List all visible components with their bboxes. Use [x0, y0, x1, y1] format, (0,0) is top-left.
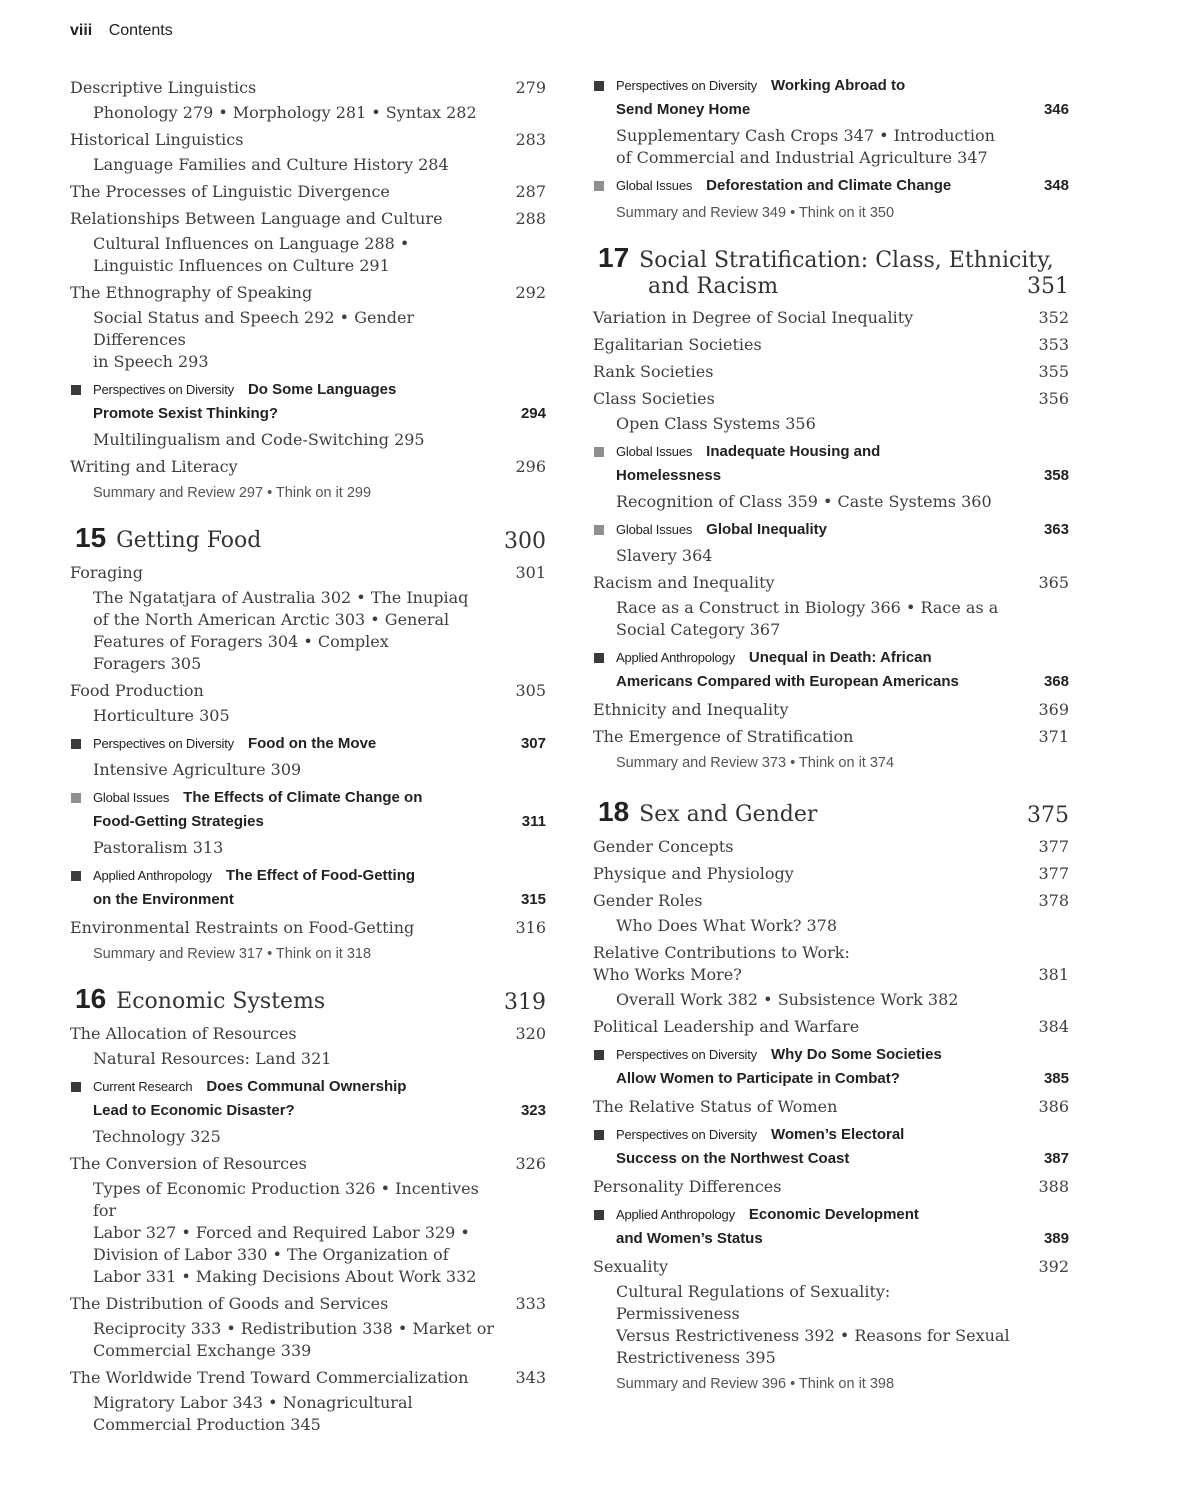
chapter-heading[interactable]: 15 Getting Food 300: [75, 522, 546, 554]
toc-right-column: [593, 72, 1069, 1395]
toc-subentries: Supplementary Cash Crops 347 • Introduction of Commercial and Industrial Agriculture 347: [616, 126, 995, 167]
dark-square-bullet-icon: [594, 1130, 604, 1140]
toc-entry[interactable]: The Conversion of Resources 326: [70, 1154, 546, 1173]
summary-review-line: Summary and Review 297 • Think on it 299: [93, 485, 372, 501]
feature-box-entry[interactable]: Perspectives on Diversity Do Some Languages Promote Sexist Thinking? 294: [70, 378, 546, 426]
page-number: viii: [70, 22, 93, 39]
running-head: [70, 22, 173, 40]
summary-review-line: Summary and Review 396 • Think on it 398: [616, 1376, 895, 1392]
dark-square-bullet-icon: [71, 385, 81, 395]
toc-left-column: [70, 72, 546, 1436]
gray-square-bullet-icon: [594, 525, 604, 535]
toc-entry[interactable]: Historical Linguistics 283: [70, 130, 546, 149]
feature-box-entry[interactable]: Perspectives on Diversity Working Abroad to Send Money Home 346: [593, 74, 1069, 122]
feature-box-entry[interactable]: Applied Anthropology Unequal in Death: African Americans Compared with European Americans 368: [593, 646, 1069, 694]
toc-subentries: Multilingualism and Code-Switching 295: [93, 430, 425, 449]
toc-entry[interactable]: Relative Contributions to Work: Who Works More? 381: [593, 943, 1069, 984]
toc-entry[interactable]: Racism and Inequality 365: [593, 573, 1069, 592]
dark-square-bullet-icon: [71, 1082, 81, 1092]
toc-entry[interactable]: Rank Societies 355: [593, 362, 1069, 381]
feature-box-entry[interactable]: Applied Anthropology Economic Development and Women’s Status 389: [593, 1203, 1069, 1251]
gray-square-bullet-icon: [594, 447, 604, 457]
feature-box-entry[interactable]: Global Issues Deforestation and Climate Change 348: [593, 174, 1069, 198]
toc-entry[interactable]: Political Leadership and Warfare 384: [593, 1017, 1069, 1036]
toc-entry[interactable]: Foraging 301: [70, 563, 546, 582]
toc-subentries: Language Families and Culture History 284: [93, 155, 449, 174]
toc-subentries: Overall Work 382 • Subsistence Work 382: [616, 990, 959, 1009]
feature-box-entry[interactable]: Perspectives on Diversity Food on the Move 307: [70, 732, 546, 756]
toc-entry[interactable]: The Relative Status of Women 386: [593, 1097, 1069, 1116]
summary-review-line: Summary and Review 317 • Think on it 318: [93, 946, 372, 962]
toc-entry[interactable]: Descriptive Linguistics 279: [70, 78, 546, 97]
feature-box-entry[interactable]: Applied Anthropology The Effect of Food-Getting on the Environment 315: [70, 864, 546, 912]
toc-entry[interactable]: The Allocation of Resources 320: [70, 1024, 546, 1043]
toc-entry[interactable]: The Worldwide Trend Toward Commercialization 343: [70, 1368, 546, 1387]
dark-square-bullet-icon: [594, 1050, 604, 1060]
feature-box-entry[interactable]: Perspectives on Diversity Women’s Electoral Success on the Northwest Coast 387: [593, 1123, 1069, 1171]
toc-entry[interactable]: Gender Roles 378: [593, 891, 1069, 910]
gray-square-bullet-icon: [594, 181, 604, 191]
dark-square-bullet-icon: [594, 653, 604, 663]
toc-entry[interactable]: Class Societies 356: [593, 389, 1069, 408]
toc-subentries: Who Does What Work? 378: [616, 916, 838, 935]
toc-subentries: Pastoralism 313: [93, 838, 224, 857]
toc-entry[interactable]: The Ethnography of Speaking 292: [70, 283, 546, 302]
toc-entry[interactable]: Egalitarian Societies 353: [593, 335, 1069, 354]
gray-square-bullet-icon: [71, 793, 81, 803]
chapter-heading[interactable]: 16 Economic Systems 319: [75, 983, 546, 1015]
chapter-heading[interactable]: 17 Social Stratification: Class, Ethnicity, and Racism 351: [598, 242, 1069, 299]
feature-box-entry[interactable]: Global Issues The Effects of Climate Change on Food-Getting Strategies 311: [70, 786, 546, 834]
dark-square-bullet-icon: [594, 81, 604, 91]
toc-entry[interactable]: Ethnicity and Inequality 369: [593, 700, 1069, 719]
toc-entry[interactable]: Relationships Between Language and Culture 288: [70, 209, 546, 228]
toc-subentries: Migratory Labor 343 • Nonagricultural Commercial Production 345: [93, 1393, 413, 1434]
toc-entry[interactable]: The Emergence of Stratification 371: [593, 727, 1069, 746]
feature-box-entry[interactable]: Global Issues Global Inequality 363: [593, 518, 1069, 542]
toc-subentries: Cultural Influences on Language 288 • Linguistic Influences on Culture 291: [93, 234, 410, 275]
toc-entry[interactable]: Physique and Physiology 377: [593, 864, 1069, 883]
feature-box-entry[interactable]: Global Issues Inadequate Housing and Homelessness 358: [593, 440, 1069, 488]
toc-subentries: Reciprocity 333 • Redistribution 338 • Market or Commercial Exchange 339: [93, 1319, 494, 1360]
toc-subentries: Cultural Regulations of Sexuality: Permissiveness Versus Restrictiveness 392 • Reasons for Sexual Restrictiveness 395: [616, 1282, 1010, 1367]
toc-entry[interactable]: Variation in Degree of Social Inequality 352: [593, 308, 1069, 327]
toc-entry[interactable]: Sexuality 392: [593, 1257, 1069, 1276]
toc-entry[interactable]: Writing and Literacy 296: [70, 457, 546, 476]
toc-subentries: Natural Resources: Land 321: [93, 1049, 332, 1068]
toc-entry[interactable]: The Processes of Linguistic Divergence 287: [70, 182, 546, 201]
toc-entry[interactable]: Environmental Restraints on Food-Getting 316: [70, 918, 546, 937]
chapter-heading[interactable]: 18 Sex and Gender 375: [598, 796, 1069, 828]
toc-subentries: Phonology 279 • Morphology 281 • Syntax 282: [93, 103, 477, 122]
toc-entry[interactable]: The Distribution of Goods and Services 333: [70, 1294, 546, 1313]
toc-entry[interactable]: Personality Differences 388: [593, 1177, 1069, 1196]
toc-subentries: Slavery 364: [616, 546, 713, 565]
toc-entry[interactable]: Food Production 305: [70, 681, 546, 700]
feature-box-entry[interactable]: Current Research Does Communal Ownership Lead to Economic Disaster? 323: [70, 1075, 546, 1123]
dark-square-bullet-icon: [594, 1210, 604, 1220]
toc-entry[interactable]: Gender Concepts 377: [593, 837, 1069, 856]
toc-subentries: Intensive Agriculture 309: [93, 760, 302, 779]
toc-subentries: Horticulture 305: [93, 706, 230, 725]
toc-subentries: Technology 325: [93, 1127, 221, 1146]
toc-subentries: Types of Economic Production 326 • Incentives for Labor 327 • Forced and Required Labor 329 • Division of Labor 330 • The Organization of Labor 331 • Making Decisions About Work 332: [93, 1179, 479, 1286]
toc-subentries: Recognition of Class 359 • Caste Systems 360: [616, 492, 992, 511]
toc-subentries: Social Status and Speech 292 • Gender Differences in Speech 293: [93, 308, 415, 371]
summary-review-line: Summary and Review 349 • Think on it 350: [616, 205, 895, 221]
toc-subentries: The Ngatatjara of Australia 302 • The Inupiaq of the North American Arctic 303 • General Features of Foragers 304 • Complex Foragers 305: [93, 588, 469, 673]
toc-subentries: Open Class Systems 356: [616, 414, 816, 433]
feature-box-entry[interactable]: Perspectives on Diversity Why Do Some Societies Allow Women to Participate in Combat? 385: [593, 1043, 1069, 1091]
running-head-title: Contents: [108, 22, 173, 39]
toc-subentries: Race as a Construct in Biology 366 • Race as a Social Category 367: [616, 598, 999, 639]
dark-square-bullet-icon: [71, 739, 81, 749]
summary-review-line: Summary and Review 373 • Think on it 374: [616, 755, 895, 771]
dark-square-bullet-icon: [71, 871, 81, 881]
